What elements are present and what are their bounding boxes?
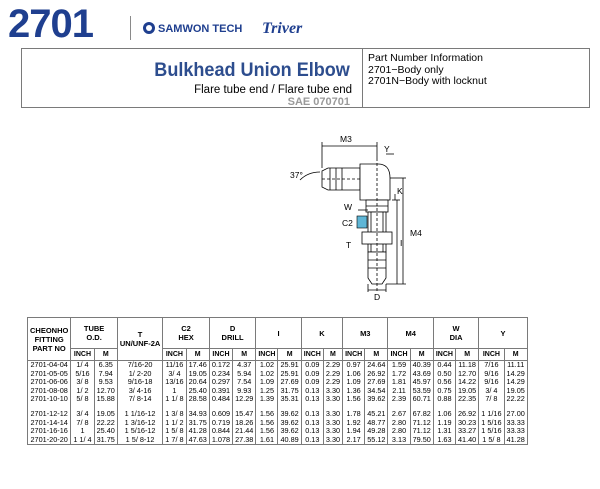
samwon-logo-icon [143,22,155,34]
table-cell: 25.91 [278,370,301,379]
table-cell: 0.75 [433,387,455,396]
table-cell: 0.234 [209,370,232,379]
label-m4: M4 [410,228,422,238]
table-cell: 41.28 [186,427,209,436]
table-cell: 33.33 [504,419,527,428]
header-t: T UN/UNF-2A [117,318,162,361]
subheader-inch: INCH [301,349,323,361]
table-cell: 7/ 8 [479,395,504,404]
brand-separator [130,16,131,40]
table-cell: 0.609 [209,410,232,419]
spec-table [27,317,528,445]
table-cell: 9/16-18 [117,378,162,387]
subheader-m: M [504,349,527,361]
table-cell: 2.11 [388,387,410,396]
table-cell: 0.297 [209,378,232,387]
table-cell: 19.05 [94,410,117,419]
table-cell: 34.93 [186,410,209,419]
table-cell: 0.13 [301,436,323,445]
table-cell: 0.13 [301,395,323,404]
table-cell: 1.56 [256,419,278,428]
table-cell: 1.02 [256,370,278,379]
table-cell: 47.63 [186,436,209,445]
table-cell: 2.80 [388,419,410,428]
subheader-inch: INCH [71,349,94,361]
table-cell: 53.59 [410,387,433,396]
table-cell: 1 5/ 8-12 [117,436,162,445]
subheader-m: M [365,349,388,361]
table-cell: 1.25 [256,387,278,396]
part-number-cell: 2701-10-10 [28,395,71,404]
table-cell: 1.92 [343,419,365,428]
table-cell: 40.39 [410,361,433,370]
brand1-label: SAMWON TECH [158,23,243,35]
pn-info-line2: 2701N−Body with locknut [368,75,487,87]
part-number-cell: 2701-04-04 [28,361,71,370]
table-cell: 19.05 [455,387,478,396]
table-cell: 26.92 [365,370,388,379]
table-cell: 28.58 [186,395,209,404]
table-cell: 25.91 [278,361,301,370]
subheader-inch: INCH [479,349,504,361]
subheader-m: M [186,349,209,361]
subheader-m: M [323,349,342,361]
subheader-inch: INCH [163,349,186,361]
pn-info-line1: 2701−Body only [368,63,444,76]
table-cell: 1.56 [256,410,278,419]
table-cell: 0.13 [301,387,323,396]
table-cell: 12.70 [455,370,478,379]
label-w: W [344,202,353,212]
part-number-cell: 2701-06-06 [28,378,71,387]
table-cell: 1.56 [256,427,278,436]
table-cell: 1 1/16 [479,410,504,419]
table-cell: 25.40 [94,427,117,436]
table-cell: 1.61 [256,436,278,445]
table-cell: 3.30 [323,410,342,419]
header-tube-od: TUBE O.D. [71,318,118,349]
table-cell: 12.70 [94,387,117,396]
label-y: Y [384,144,390,154]
product-title: Bulkhead Union Elbow [154,60,350,81]
table-cell: 0.09 [301,370,323,379]
fitting-diagram [260,128,460,303]
table-cell: 3.30 [323,419,342,428]
table-cell: 1/ 4 [71,361,94,370]
label-m3: M3 [340,134,352,144]
table-cell: 1 3/ 8 [163,410,186,419]
table-cell: 1.78 [343,410,365,419]
table-cell: 2.67 [388,410,410,419]
table-cell: 14.29 [504,378,527,387]
part-number-cell: 2701-20-20 [28,436,71,445]
table-cell: 14.29 [504,370,527,379]
table-cell: 31.75 [278,387,301,396]
table-cell: 0.50 [433,370,455,379]
part-code: 2701 [8,2,93,46]
table-cell: 55.12 [365,436,388,445]
subheader-m: M [410,349,433,361]
table-cell: 22.22 [504,395,527,404]
label-t: T [346,240,352,250]
table-cell: 6.35 [94,361,117,370]
table-row [28,395,528,404]
header-k: K [301,318,342,349]
table-cell: 3/ 4 [71,410,94,419]
part-number-cell: 2701-14-14 [28,419,71,428]
table-row [28,436,528,445]
header-divider [362,48,363,108]
table-cell: 4.37 [233,361,256,370]
table-cell: 1.19 [433,419,455,428]
table-cell: 1.72 [388,370,410,379]
table-cell: 39.62 [278,410,301,419]
table-cell: 2.17 [343,436,365,445]
subheader-m: M [455,349,478,361]
table-cell: 1.56 [343,395,365,404]
table-cell: 41.40 [455,436,478,445]
table-cell: 7.94 [94,370,117,379]
table-cell: 3/ 4-16 [117,387,162,396]
table-cell: 11.18 [455,361,478,370]
table-cell: 71.12 [410,419,433,428]
table-cell: 0.391 [209,387,232,396]
header-m4: M4 [388,318,433,349]
table-cell: 39.62 [278,419,301,428]
table-cell: 5/16 [71,370,94,379]
part-number-cell: 2701-12-12 [28,410,71,419]
table-cell: 22.35 [455,395,478,404]
c2-hex-highlight [357,216,367,228]
table-cell: 5.94 [233,370,256,379]
table-cell: 0.56 [433,378,455,387]
table-cell: 7/ 8-14 [117,395,162,404]
table-cell: 2.39 [388,395,410,404]
header-m3: M3 [343,318,388,349]
table-cell: 15.47 [233,410,256,419]
table-cell: 11/16 [163,361,186,370]
table-cell: 60.71 [410,395,433,404]
table-cell: 34.54 [365,387,388,396]
table-cell: 0.09 [301,378,323,387]
table-cell: 5/ 8 [71,395,94,404]
table-cell: 0.172 [209,361,232,370]
table-cell: 14.22 [455,378,478,387]
subheader-m: M [278,349,301,361]
table-cell: 79.50 [410,436,433,445]
part-number-info [368,53,487,88]
table-cell: 2.29 [323,378,342,387]
table-cell: 30.23 [455,419,478,428]
table-cell: 41.28 [504,436,527,445]
table-cell: 9.93 [233,387,256,396]
table-cell: 24.64 [365,361,388,370]
header-c2: C2 HEX [163,318,210,349]
table-cell: 1 3/16-12 [117,419,162,428]
subheader-m: M [94,349,117,361]
header-part-no: CHEONHO FITTING PART NO [28,318,71,361]
table-cell: 67.82 [410,410,433,419]
table-cell: 1 5/ 8 [479,436,504,445]
table-cell: 22.22 [94,419,117,428]
table-cell: 31.75 [186,419,209,428]
table-cell: 20.64 [186,378,209,387]
table-cell: 1.06 [343,370,365,379]
table-cell: 39.62 [278,427,301,436]
table-cell: 15.88 [94,395,117,404]
table-cell: 1 5/16-12 [117,427,162,436]
table-cell: 1.63 [433,436,455,445]
table-cell: 0.844 [209,427,232,436]
table-cell: 3/ 8 [71,378,94,387]
table-cell: 19.05 [186,370,209,379]
table-cell: 40.89 [278,436,301,445]
table-cell: 0.13 [301,410,323,419]
table-cell: 1.36 [343,387,365,396]
table-cell: 26.92 [455,410,478,419]
table-cell: 1/ 2-20 [117,370,162,379]
subheader-inch: INCH [388,349,410,361]
table-cell: 2.80 [388,427,410,436]
table-cell: 48.77 [365,419,388,428]
table-cell: 2.29 [323,370,342,379]
table-cell: 0.09 [301,361,323,370]
subheader-inch: INCH [256,349,278,361]
table-cell: 9/16 [479,370,504,379]
header-i: I [256,318,301,349]
table-cell: 0.13 [301,419,323,428]
label-i: I [400,238,403,248]
pn-info-heading: Part Number Information [368,52,483,64]
table-cell: 39.62 [365,395,388,404]
label-angle: 37° [290,170,303,180]
table-cell: 27.69 [278,378,301,387]
table-cell: 35.31 [278,395,301,404]
subheader-inch: INCH [209,349,232,361]
table-cell: 0.88 [433,395,455,404]
table-cell: 3.30 [323,436,342,445]
table-cell: 45.97 [410,378,433,387]
table-cell: 45.21 [365,410,388,419]
table-cell: 3.30 [323,387,342,396]
table-cell: 12.29 [233,395,256,404]
label-d: D [374,292,381,302]
product-subtitle: Flare tube end / Flare tube end [194,84,352,96]
label-k: K [397,186,403,196]
table-cell: 2.29 [323,361,342,370]
table-cell: 3.13 [388,436,410,445]
table-cell: 43.69 [410,370,433,379]
table-cell: 17.46 [186,361,209,370]
table-cell: 7/16-20 [117,361,162,370]
table-cell: 7.54 [233,378,256,387]
table-cell: 1 1/ 8 [163,395,186,404]
table-cell: 7/ 8 [71,419,94,428]
table-cell: 1/ 2 [71,387,94,396]
part-number-cell: 2701-05-05 [28,370,71,379]
subheader-m: M [233,349,256,361]
table-cell: 1 [163,387,186,396]
table-cell: 1.09 [256,378,278,387]
table-cell: 1.39 [256,395,278,404]
subheader-inch: INCH [343,349,365,361]
table-cell: 25.40 [186,387,209,396]
header-d: D DRILL [209,318,256,349]
table-cell: 1 1/ 4 [71,436,94,445]
table-cell: 1.078 [209,436,232,445]
table-cell: 33.27 [455,427,478,436]
table-cell: 1 [71,427,94,436]
label-c2: C2 [342,218,353,228]
table-cell: 9.53 [94,378,117,387]
table-cell: 1 1/16-12 [117,410,162,419]
table-cell: 27.00 [504,410,527,419]
table-cell: 13/16 [163,378,186,387]
part-number-cell: 2701-08-08 [28,387,71,396]
table-cell: 49.28 [365,427,388,436]
table-cell: 3.30 [323,427,342,436]
table-cell: 1 5/ 8 [163,427,186,436]
table-cell: 1 7/ 8 [163,436,186,445]
table-cell: 19.05 [504,387,527,396]
table-cell: 1.06 [433,410,455,419]
table-cell: 9/16 [479,378,504,387]
table-cell: 0.44 [433,361,455,370]
table-cell: 1 5/16 [479,427,504,436]
table-cell: 27.38 [233,436,256,445]
table-cell: 3/ 4 [163,370,186,379]
table-cell: 18.26 [233,419,256,428]
table-cell: 0.13 [301,427,323,436]
samwon-tech-brand [143,22,242,35]
triver-brand: Triver [262,20,303,37]
table-cell: 1.02 [256,361,278,370]
header-w: W DIA [433,318,478,349]
header-y: Y [479,318,528,349]
table-cell: 7/16 [479,361,504,370]
table-cell: 1.09 [343,378,365,387]
part-number-cell: 2701-16-16 [28,427,71,436]
table-cell: 0.97 [343,361,365,370]
table-cell: 3/ 4 [479,387,504,396]
table-cell: 1.94 [343,427,365,436]
table-cell: 31.75 [94,436,117,445]
table-cell: 1 1/ 2 [163,419,186,428]
table-cell: 1 5/16 [479,419,504,428]
table-cell: 0.719 [209,419,232,428]
table-cell: 21.44 [233,427,256,436]
table-cell: 1.81 [388,378,410,387]
subheader-inch: INCH [433,349,455,361]
table-cell: 0.484 [209,395,232,404]
table-cell: 1.59 [388,361,410,370]
table-cell: 71.12 [410,427,433,436]
table-cell: 3.30 [323,395,342,404]
table-cell: 33.33 [504,427,527,436]
table-cell: 1.31 [433,427,455,436]
table-cell: 27.69 [365,378,388,387]
table-cell: 11.11 [504,361,527,370]
sae-standard: SAE 070701 [287,96,350,108]
